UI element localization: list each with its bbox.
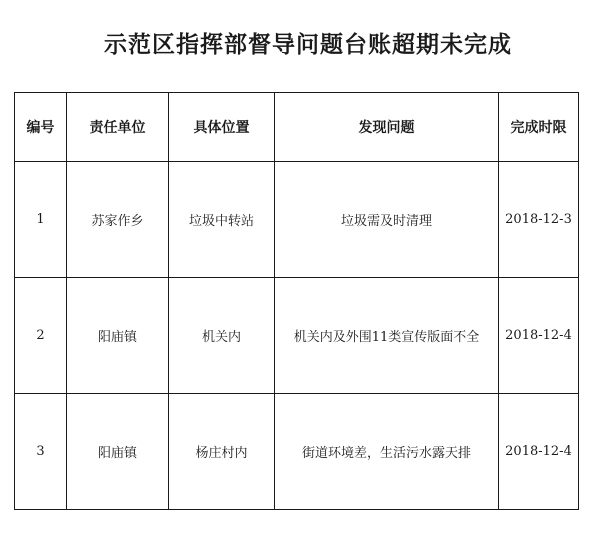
document-title: 示范区指挥部督导问题台账超期未完成 xyxy=(104,31,512,58)
issue-ledger-table xyxy=(14,92,579,510)
cell-responsible-unit: 苏家作乡 xyxy=(67,162,169,278)
cell-issue: 机关内及外围11类宣传版面不全 xyxy=(275,278,499,394)
cell-deadline: 2018-12-4 xyxy=(499,394,579,510)
cell-number: 3 xyxy=(15,394,67,510)
header-number: 编号 xyxy=(15,93,67,162)
cell-responsible-unit: 阳庙镇 xyxy=(67,278,169,394)
header-deadline: 完成时限 xyxy=(499,93,579,162)
cell-location: 垃圾中转站 xyxy=(169,162,275,278)
table-header-row xyxy=(15,93,579,162)
table-row xyxy=(15,278,579,394)
cell-issue: 垃圾需及时清理 xyxy=(275,162,499,278)
cell-number: 2 xyxy=(15,278,67,394)
cell-deadline: 2018-12-4 xyxy=(499,278,579,394)
cell-location: 杨庄村内 xyxy=(169,394,275,510)
header-responsible-unit: 责任单位 xyxy=(67,93,169,162)
cell-responsible-unit: 阳庙镇 xyxy=(67,394,169,510)
cell-deadline: 2018-12-3 xyxy=(499,162,579,278)
table-row xyxy=(15,162,579,278)
table-row xyxy=(15,394,579,510)
header-location: 具体位置 xyxy=(169,93,275,162)
cell-location: 机关内 xyxy=(169,278,275,394)
header-issue: 发现问题 xyxy=(275,93,499,162)
cell-number: 1 xyxy=(15,162,67,278)
cell-issue: 街道环境差，生活污水露天排 xyxy=(275,394,499,510)
